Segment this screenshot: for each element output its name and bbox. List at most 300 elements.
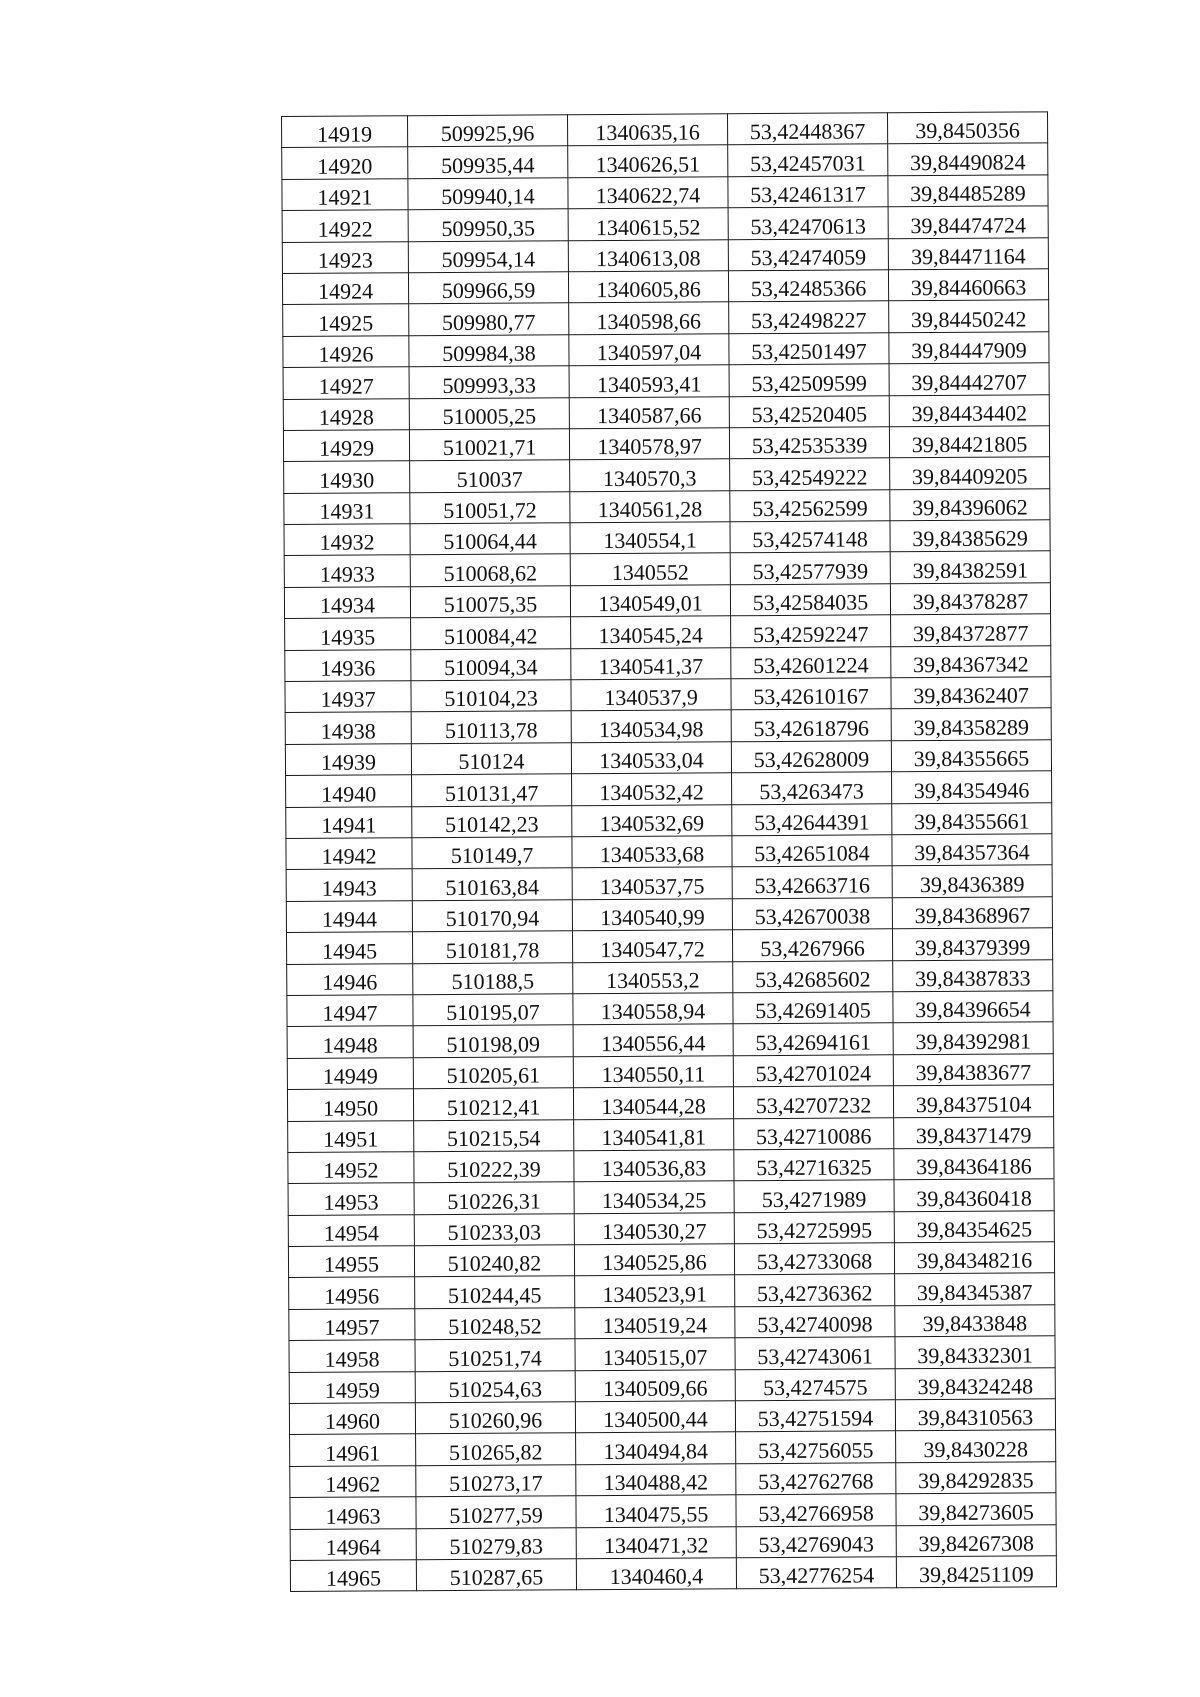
- latitude-cell: [730, 552, 890, 584]
- longitude-cell: [891, 645, 1051, 677]
- x-coordinate-cell: [414, 1151, 574, 1183]
- cell-value: 1340597,04: [596, 339, 702, 366]
- y-coordinate-cell: [569, 302, 729, 334]
- cell-value: 1340460,4: [609, 1563, 704, 1590]
- cell-value: 53,42618796: [753, 715, 870, 741]
- cell-value: 510124: [458, 748, 525, 775]
- longitude-cell: [896, 1462, 1056, 1494]
- table-row: [282, 112, 1048, 148]
- table-row: [288, 1116, 1054, 1152]
- cell-value: 1340549,01: [598, 590, 703, 617]
- point-number-cell: [284, 587, 410, 619]
- latitude-cell: [731, 709, 891, 741]
- table-row: [283, 363, 1049, 399]
- cell-value: 1340533,68: [599, 841, 705, 868]
- cell-value: 53,42520405: [751, 401, 868, 428]
- cell-value: 1340525,86: [602, 1249, 707, 1276]
- point-number-cell: [287, 1089, 413, 1121]
- cell-value: 1340537,9: [604, 684, 698, 711]
- cell-value: 39,84409205: [911, 463, 1028, 489]
- table-row: [286, 802, 1052, 838]
- cell-value: 53,42762768: [758, 1468, 874, 1495]
- latitude-cell: [728, 238, 888, 270]
- y-coordinate-cell: [568, 208, 728, 240]
- y-coordinate-cell: [568, 239, 728, 271]
- cell-value: 1340488,42: [603, 1469, 709, 1496]
- y-coordinate-cell: [576, 1432, 736, 1464]
- latitude-cell: [731, 615, 891, 647]
- cell-value: 14934: [319, 592, 376, 619]
- y-coordinate-cell: [576, 1558, 736, 1590]
- point-number-cell: [282, 179, 408, 211]
- latitude-cell: [734, 1211, 894, 1243]
- table-row: [288, 1179, 1054, 1215]
- coordinates-table-body: [282, 112, 1057, 1592]
- latitude-cell: [728, 270, 888, 302]
- cell-value: 1340500,44: [603, 1406, 708, 1433]
- cell-value: 14949: [322, 1063, 378, 1089]
- y-coordinate-cell: [575, 1275, 735, 1307]
- latitude-cell: [730, 521, 890, 553]
- latitude-cell: [735, 1368, 895, 1400]
- x-coordinate-cell: [409, 366, 569, 398]
- point-number-cell: [282, 210, 408, 242]
- cell-value: 39,84371479: [915, 1122, 1032, 1149]
- x-coordinate-cell: [408, 240, 568, 272]
- cell-value: 510222,39: [447, 1156, 541, 1183]
- cell-value: 1340541,37: [598, 653, 704, 680]
- latitude-cell: [728, 176, 888, 208]
- longitude-cell: [890, 488, 1050, 520]
- cell-value: 53,42740098: [757, 1311, 873, 1338]
- point-number-cell: [287, 995, 413, 1027]
- y-coordinate-cell: [572, 867, 732, 899]
- cell-value: 1340613,08: [596, 245, 701, 272]
- cell-value: 14939: [320, 749, 377, 775]
- cell-value: 14928: [318, 404, 374, 430]
- cell-value: 39,84368967: [914, 902, 1031, 929]
- cell-value: 39,84385629: [912, 525, 1028, 552]
- cell-value: 53,42601224: [753, 652, 869, 679]
- point-number-cell: [288, 1246, 414, 1278]
- cell-value: 53,42535339: [751, 432, 868, 459]
- cell-value: 1340556,44: [600, 1030, 706, 1056]
- cell-value: 14956: [324, 1283, 380, 1309]
- longitude-cell: [894, 1210, 1054, 1242]
- longitude-cell: [892, 834, 1052, 866]
- x-coordinate-cell: [409, 429, 569, 461]
- cell-value: 14947: [322, 1000, 378, 1027]
- longitude-cell: [895, 1367, 1055, 1399]
- cell-value: 510084,42: [443, 623, 538, 649]
- cell-value: 14935: [320, 624, 376, 650]
- cell-value: 39,84355661: [913, 808, 1030, 835]
- cell-value: 14959: [324, 1377, 380, 1403]
- cell-value: 509935,44: [440, 152, 535, 178]
- table-row: [282, 206, 1048, 242]
- cell-value: 14919: [317, 121, 373, 148]
- cell-value: 53,42461317: [750, 181, 866, 208]
- y-coordinate-cell: [573, 993, 733, 1025]
- table-row: [285, 614, 1051, 650]
- x-coordinate-cell: [416, 1527, 576, 1559]
- cell-value: 14948: [322, 1032, 378, 1058]
- longitude-cell: [893, 959, 1053, 991]
- cell-value: 1340587,66: [597, 402, 702, 428]
- cell-value: 1340598,66: [596, 308, 702, 334]
- longitude-cell: [896, 1524, 1056, 1556]
- y-coordinate-cell: [574, 1244, 734, 1276]
- latitude-cell: [732, 835, 892, 867]
- y-coordinate-cell: [574, 1150, 734, 1182]
- cell-value: 39,84324248: [917, 1373, 1034, 1400]
- point-number-cell: [286, 932, 412, 964]
- cell-value: 53,42756055: [757, 1437, 874, 1463]
- y-coordinate-cell: [572, 836, 732, 868]
- point-number-cell: [289, 1403, 415, 1435]
- cell-value: 1340558,94: [600, 998, 706, 1025]
- table-row: [290, 1493, 1056, 1529]
- table-row: [289, 1336, 1055, 1372]
- x-coordinate-cell: [409, 303, 569, 335]
- cell-value: 39,84354946: [913, 777, 1030, 803]
- latitude-cell: [732, 866, 892, 898]
- x-coordinate-cell: [416, 1496, 576, 1528]
- y-coordinate-cell: [571, 679, 731, 711]
- x-coordinate-cell: [415, 1402, 575, 1434]
- cell-value: 510094,34: [444, 654, 538, 681]
- cell-value: 510254,63: [448, 1376, 543, 1403]
- longitude-cell: [894, 1116, 1054, 1148]
- cell-value: 14961: [325, 1440, 381, 1466]
- cell-value: 14950: [322, 1094, 379, 1121]
- x-coordinate-cell: [414, 1245, 574, 1277]
- longitude-cell: [890, 457, 1050, 489]
- cell-value: 1340622,74: [595, 182, 701, 209]
- x-coordinate-cell: [416, 1559, 576, 1591]
- longitude-cell: [893, 1022, 1053, 1054]
- y-coordinate-cell: [573, 961, 733, 993]
- cell-value: 1340626,51: [595, 151, 701, 177]
- x-coordinate-cell: [412, 774, 572, 806]
- cell-value: 39,8436389: [919, 871, 1025, 897]
- cell-value: 1340471,32: [603, 1532, 709, 1559]
- cell-value: 53,42651084: [754, 840, 870, 867]
- x-coordinate-cell: [415, 1339, 575, 1371]
- cell-value: 510037: [456, 466, 523, 492]
- point-number-cell: [289, 1371, 415, 1403]
- point-number-cell: [282, 116, 408, 148]
- cell-value: 14930: [319, 467, 375, 493]
- cell-value: 53,42751594: [757, 1405, 874, 1432]
- longitude-cell: [896, 1556, 1056, 1588]
- cell-value: 1340533,04: [599, 747, 704, 774]
- y-coordinate-cell: [571, 742, 731, 774]
- cell-value: 510287,65: [449, 1564, 544, 1591]
- table-row: [285, 645, 1051, 681]
- latitude-cell: [734, 1117, 894, 1149]
- cell-value: 39,84392981: [915, 1028, 1031, 1054]
- latitude-cell: [731, 646, 891, 678]
- cell-value: 39,84372877: [912, 620, 1029, 646]
- table-row: [287, 959, 1053, 995]
- x-coordinate-cell: [412, 931, 572, 963]
- longitude-cell: [889, 394, 1049, 426]
- cell-value: 14945: [322, 937, 378, 964]
- cell-value: 39,84360418: [916, 1185, 1032, 1211]
- table-row: [284, 551, 1050, 587]
- cell-value: 14942: [321, 843, 377, 870]
- latitude-cell: [735, 1306, 895, 1338]
- x-coordinate-cell: [409, 334, 569, 366]
- table-row: [288, 1242, 1054, 1278]
- latitude-cell: [729, 427, 889, 459]
- point-number-cell: [285, 744, 411, 776]
- longitude-cell: [890, 583, 1050, 615]
- y-coordinate-cell: [576, 1464, 736, 1496]
- y-coordinate-cell: [570, 553, 730, 585]
- x-coordinate-cell: [411, 648, 571, 680]
- cell-value: 510131,47: [444, 780, 539, 806]
- table-row: [286, 834, 1052, 870]
- latitude-cell: [729, 333, 889, 365]
- cell-value: 14944: [321, 906, 377, 932]
- x-coordinate-cell: [410, 586, 570, 618]
- point-number-cell: [283, 335, 409, 367]
- y-coordinate-cell: [569, 365, 729, 397]
- table-row: [289, 1367, 1055, 1403]
- cell-value: 39,84442707: [911, 368, 1027, 395]
- cell-value: 39,84310563: [917, 1404, 1034, 1431]
- y-coordinate-cell: [575, 1307, 735, 1339]
- table-row: [286, 897, 1052, 933]
- cell-value: 14963: [325, 1502, 381, 1529]
- cell-value: 509950,35: [441, 215, 536, 241]
- x-coordinate-cell: [416, 1465, 576, 1497]
- cell-value: 39,84447909: [911, 337, 1027, 364]
- cell-value: 510181,78: [445, 936, 540, 963]
- cell-value: 53,42644391: [753, 809, 870, 836]
- table-row: [284, 488, 1050, 524]
- table-row: [282, 237, 1048, 273]
- longitude-cell: [895, 1399, 1055, 1431]
- point-number-cell: [284, 555, 410, 587]
- longitude-cell: [887, 112, 1047, 144]
- latitude-cell: [730, 458, 890, 490]
- cell-value: 53,42584035: [752, 589, 869, 616]
- longitude-cell: [888, 269, 1048, 301]
- longitude-cell: [891, 677, 1051, 709]
- x-coordinate-cell: [408, 178, 568, 210]
- cell-value: 1340509,66: [602, 1375, 708, 1402]
- cell-value: 39,84474724: [910, 212, 1027, 238]
- y-coordinate-cell: [571, 616, 731, 648]
- cell-value: 1340532,42: [599, 779, 704, 805]
- longitude-cell: [893, 1054, 1053, 1086]
- x-coordinate-cell: [411, 711, 571, 743]
- point-number-cell: [285, 618, 411, 650]
- point-number-cell: [286, 806, 412, 838]
- y-coordinate-cell: [573, 1087, 733, 1119]
- cell-value: 1340570,3: [602, 465, 697, 491]
- cell-value: 53,42574148: [752, 526, 868, 553]
- cell-value: 14943: [321, 875, 377, 901]
- x-coordinate-cell: [411, 680, 571, 712]
- table-row: [290, 1462, 1056, 1498]
- x-coordinate-cell: [410, 554, 570, 586]
- point-number-cell: [287, 963, 413, 995]
- table-row: [290, 1524, 1056, 1560]
- latitude-cell: [730, 489, 890, 521]
- latitude-cell: [734, 1180, 894, 1212]
- latitude-cell: [728, 144, 888, 176]
- cell-value: 53,42733068: [756, 1248, 873, 1275]
- table-row: [287, 1085, 1053, 1121]
- cell-value: 510170,94: [445, 905, 540, 932]
- x-coordinate-cell: [408, 146, 568, 178]
- cell-value: 14927: [318, 372, 374, 399]
- point-number-cell: [290, 1465, 416, 1497]
- longitude-cell: [894, 1179, 1054, 1211]
- x-coordinate-cell: [408, 115, 568, 147]
- point-number-cell: [286, 775, 412, 807]
- cell-value: 39,84251109: [919, 1561, 1034, 1588]
- x-coordinate-cell: [410, 523, 570, 555]
- point-number-cell: [286, 900, 412, 932]
- latitude-cell: [728, 207, 888, 239]
- latitude-cell: [735, 1337, 895, 1369]
- point-number-cell: [287, 1057, 413, 1089]
- cell-value: 510240,82: [447, 1250, 542, 1277]
- latitude-cell: [730, 584, 890, 616]
- y-coordinate-cell: [572, 804, 732, 836]
- cell-value: 53,4274575: [762, 1374, 868, 1401]
- cell-value: 509925,96: [440, 120, 535, 147]
- cell-value: 1340550,11: [601, 1061, 706, 1088]
- point-number-cell: [289, 1309, 415, 1341]
- table-row: [284, 457, 1050, 493]
- cell-value: 14960: [324, 1408, 381, 1435]
- y-coordinate-cell: [575, 1369, 735, 1401]
- cell-value: 1340537,75: [599, 873, 705, 899]
- y-coordinate-cell: [570, 585, 730, 617]
- cell-value: 510142,23: [445, 811, 539, 837]
- cell-value: 53,42628009: [753, 746, 870, 773]
- latitude-cell: [736, 1525, 896, 1557]
- latitude-cell: [732, 929, 892, 961]
- latitude-cell: [736, 1557, 896, 1589]
- latitude-cell: [731, 678, 891, 710]
- table-row: [287, 1054, 1053, 1090]
- cell-value: 510265,82: [448, 1439, 543, 1465]
- cell-value: 53,42448367: [749, 118, 866, 145]
- x-coordinate-cell: [413, 994, 573, 1026]
- table-row: [283, 426, 1049, 462]
- cell-value: 53,42736362: [756, 1280, 873, 1306]
- coordinates-table: [281, 111, 1057, 1592]
- cell-value: 39,84490824: [909, 149, 1026, 175]
- cell-value: 53,42769043: [758, 1531, 875, 1558]
- cell-value: 14962: [325, 1471, 381, 1497]
- cell-value: 510233,03: [447, 1219, 542, 1246]
- cell-value: 39,84292835: [918, 1467, 1034, 1494]
- cell-value: 14931: [319, 498, 375, 524]
- cell-value: 1340541,81: [601, 1124, 707, 1150]
- table-row: [283, 300, 1049, 336]
- cell-value: 509940,14: [441, 183, 535, 210]
- cell-value: 14925: [318, 310, 374, 336]
- cell-value: 510104,23: [444, 685, 538, 712]
- y-coordinate-cell: [572, 899, 732, 931]
- cell-value: 53,42457031: [749, 150, 866, 176]
- x-coordinate-cell: [415, 1308, 575, 1340]
- longitude-cell: [892, 865, 1052, 897]
- cell-value: 14936: [320, 655, 376, 681]
- latitude-cell: [736, 1431, 896, 1463]
- cell-value: 39,84367342: [913, 651, 1029, 678]
- cell-value: 39,84357364: [914, 839, 1030, 866]
- cell-value: 39,84273605: [918, 1499, 1034, 1525]
- longitude-cell: [891, 614, 1051, 646]
- cell-value: 39,8433848: [922, 1310, 1028, 1337]
- cell-value: 510198,09: [446, 1031, 540, 1057]
- cell-value: 1340578,97: [597, 433, 702, 460]
- cell-value: 14941: [321, 812, 377, 838]
- cell-value: 510021,71: [442, 434, 537, 461]
- point-number-cell: [283, 398, 409, 430]
- cell-value: 39,84375104: [915, 1090, 1032, 1117]
- longitude-cell: [888, 206, 1048, 238]
- cell-value: 1340523,91: [602, 1281, 708, 1307]
- latitude-cell: [731, 741, 891, 773]
- longitude-cell: [888, 175, 1048, 207]
- table-row: [286, 771, 1052, 807]
- cell-value: 53,42685602: [754, 966, 871, 993]
- cell-value: 510149,7: [450, 842, 534, 869]
- latitude-cell: [733, 960, 893, 992]
- longitude-cell: [892, 928, 1052, 960]
- cell-value: 1340544,28: [601, 1092, 706, 1119]
- cell-value: 509966,59: [441, 277, 536, 304]
- cell-value: 510226,31: [447, 1188, 541, 1214]
- longitude-cell: [894, 1148, 1054, 1180]
- cell-value: 39,84358289: [913, 714, 1030, 740]
- cell-value: 1340532,69: [599, 810, 705, 837]
- y-coordinate-cell: [569, 334, 729, 366]
- cell-value: 39,84460663: [910, 274, 1027, 301]
- cell-value: 14957: [324, 1314, 380, 1340]
- cell-value: 1340534,25: [601, 1187, 707, 1213]
- point-number-cell: [282, 273, 408, 305]
- cell-value: 53,42577939: [752, 558, 869, 584]
- cell-value: 39,84434402: [911, 400, 1028, 427]
- y-coordinate-cell: [569, 396, 729, 428]
- x-coordinate-cell: [414, 1119, 574, 1151]
- cell-value: 39,84345387: [916, 1279, 1033, 1305]
- table-row: [286, 865, 1052, 901]
- cell-value: 14940: [321, 781, 377, 807]
- cell-value: 1340554,1: [603, 527, 697, 554]
- latitude-cell: [729, 364, 889, 396]
- y-coordinate-cell: [567, 114, 727, 146]
- cell-value: 53,42670038: [754, 903, 871, 930]
- table-row: [287, 991, 1053, 1027]
- cell-value: 1340593,41: [596, 370, 702, 397]
- cell-value: 14923: [317, 247, 373, 273]
- cell-value: 14965: [325, 1565, 382, 1592]
- cell-value: 510244,45: [447, 1282, 542, 1308]
- cell-value: 509993,33: [442, 371, 536, 398]
